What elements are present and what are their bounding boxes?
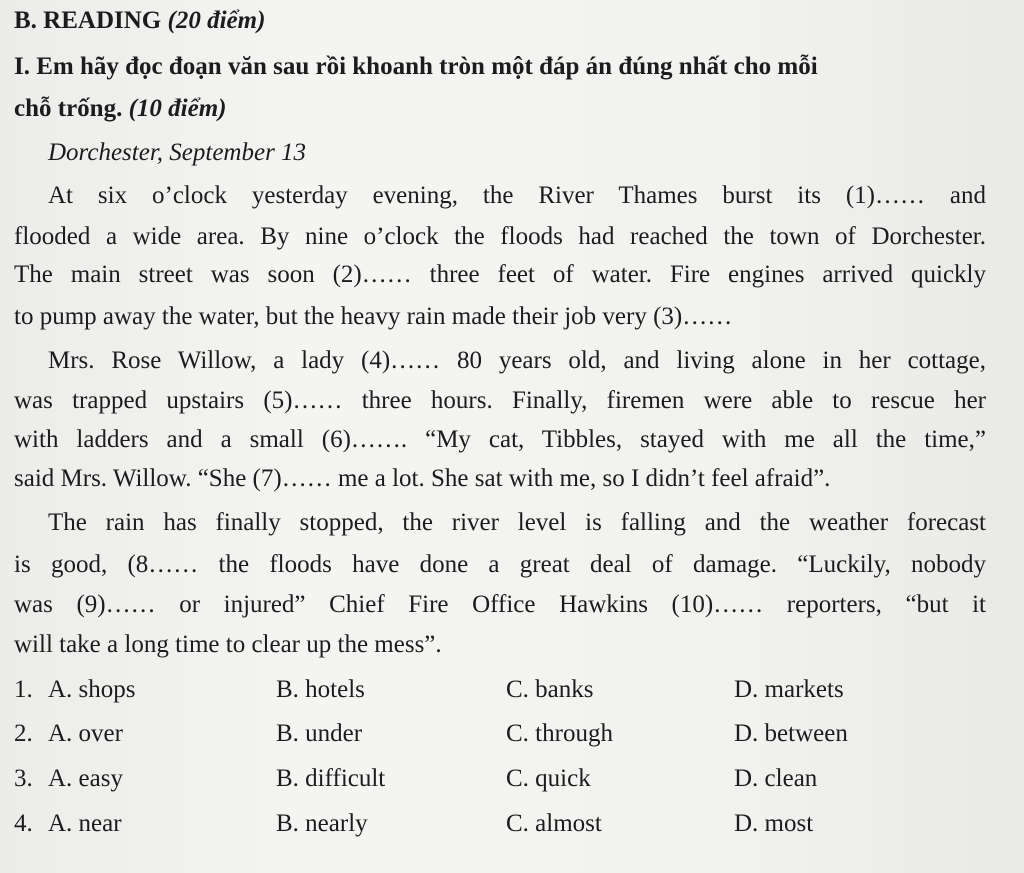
option-c[interactable]: C. quick — [506, 765, 591, 792]
passage-line: said Mrs. Willow. “She (7)…… me a lot. She sat with me, so I didn’t feel afraid”. — [14, 465, 831, 492]
option-c[interactable]: C. banks — [506, 676, 594, 703]
instruction-line-1: I. Em hãy đọc đoạn văn sau rồi khoanh tròn một đáp án đúng nhất cho mỗi — [14, 53, 818, 80]
option-d[interactable]: D. clean — [734, 765, 818, 792]
passage-line: At six o’clock yesterday evening, the River Thames burst its (1)…… and — [48, 182, 986, 209]
section-heading — [14, 6, 265, 36]
option-b[interactable]: B. difficult — [276, 765, 386, 792]
option-a[interactable]: A. near — [48, 810, 122, 837]
instruction-line-2 — [14, 94, 226, 124]
question-number: 2. — [14, 720, 33, 747]
option-c[interactable]: C. almost — [506, 810, 602, 837]
section-title: B. READING — [14, 7, 162, 34]
question-row — [14, 675, 914, 705]
option-a[interactable]: A. over — [48, 720, 123, 747]
option-a[interactable]: A. shops — [48, 676, 136, 703]
instruction-text: chỗ trống. — [14, 95, 123, 122]
question-row — [14, 719, 914, 749]
dateline: Dorchester, September 13 — [48, 139, 307, 166]
option-b[interactable]: B. under — [276, 720, 363, 747]
question-row — [14, 809, 914, 839]
section-points: (20 điểm) — [167, 7, 266, 34]
option-d[interactable]: D. most — [734, 810, 814, 837]
option-b[interactable]: B. nearly — [276, 810, 368, 837]
passage-line: was (9)…… or injured” Chief Fire Office Hawkins (10)…… reporters, “but it — [14, 591, 986, 618]
question-number: 1. — [14, 676, 33, 703]
passage-line: Mrs. Rose Willow, a lady (4)…… 80 years old, and living alone in her cottage, — [48, 347, 986, 374]
option-d[interactable]: D. markets — [734, 676, 844, 703]
passage-line: The rain has finally stopped, the river level is falling and the weather forecast — [48, 509, 986, 536]
option-a[interactable]: A. easy — [48, 765, 123, 792]
passage-line: was trapped upstairs (5)…… three hours. Finally, firemen were able to rescue her — [14, 387, 986, 414]
option-b[interactable]: B. hotels — [276, 676, 365, 703]
passage-line: to pump away the water, but the heavy rain made their job very (3)…… — [14, 303, 733, 330]
instruction-points: (10 điểm) — [128, 95, 227, 122]
passage-line: flooded a wide area. By nine o’clock the floods had reached the town of Dorchester. — [14, 223, 986, 250]
question-number: 4. — [14, 810, 33, 837]
passage-line: will take a long time to clear up the mess”. — [14, 631, 442, 658]
passage-line: is good, (8…… the floods have done a great deal of damage. “Luckily, nobody — [14, 551, 986, 578]
question-row — [14, 764, 914, 794]
passage-line: with ladders and a small (6)……. “My cat, Tibbles, stayed with me all the time,” — [14, 426, 986, 453]
option-c[interactable]: C. through — [506, 720, 613, 747]
passage-line: The main street was soon (2)…… three feet of water. Fire engines arrived quickly — [14, 261, 986, 288]
option-d[interactable]: D. between — [734, 720, 848, 747]
question-number: 3. — [14, 765, 33, 792]
